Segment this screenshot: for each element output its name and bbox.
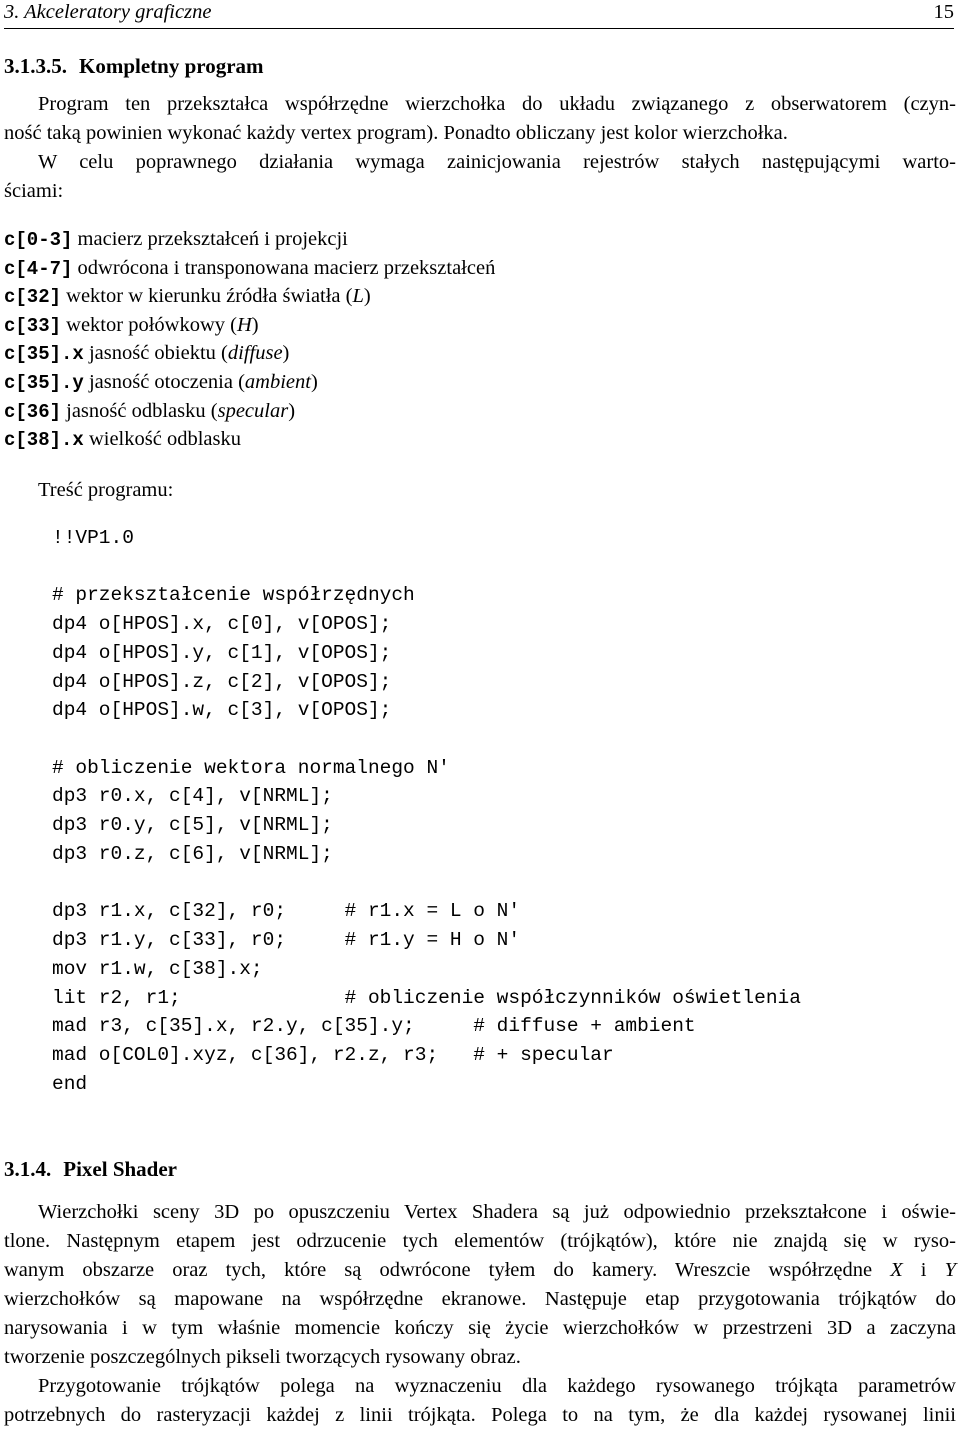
register-description-tail: )	[363, 285, 371, 308]
intro-line-4: ściami:	[4, 180, 64, 202]
code-line: end	[52, 1072, 88, 1095]
section-heading-complete-program	[4, 52, 264, 80]
para2-line-6: tworzenie poszczególnych pikseli tworzących rysowany obraz.	[4, 1346, 521, 1368]
section-title: Kompletny program	[79, 54, 264, 78]
section-title: Pixel Shader	[63, 1157, 177, 1181]
register-name: c[4-7]	[4, 257, 73, 280]
register-item	[4, 368, 318, 397]
para2-line-4: wierzchołków są mapowane na współrzędne ekranowe. Następuje etap przygotowania trójkątów do	[4, 1288, 956, 1310]
code-line: dp4 o[HPOS].y, c[1], v[OPOS];	[52, 641, 392, 664]
register-item	[4, 225, 348, 254]
page-header	[4, 0, 954, 29]
register-item	[4, 254, 495, 283]
para2-line-3-conj: i	[902, 1259, 945, 1281]
register-description-term: H	[236, 313, 252, 336]
code-line: dp3 r0.z, c[6], v[NRML];	[52, 842, 333, 865]
code-line: mov r1.w, c[38].x;	[52, 957, 263, 980]
register-description: jasność otoczenia (	[88, 371, 245, 393]
code-line: dp3 r1.x, c[32], r0; # r1.x = L o N′	[52, 900, 521, 923]
register-description: wektor połówkowy (	[66, 313, 237, 336]
code-line: dp3 r1.y, c[33], r0; # r1.y = H o N′	[52, 929, 521, 952]
para2-line-2: tlone. Następnym etapem jest odrzucenie tych elementów (trójkątów), które nie znajdą się w ryso-	[4, 1230, 956, 1252]
register-name: c[35].x	[4, 343, 84, 366]
register-name: c[35].y	[4, 372, 84, 394]
var-x: X	[890, 1259, 903, 1281]
register-item	[4, 311, 259, 340]
register-description-tail: )	[310, 371, 318, 393]
intro-line-1: Program ten przekształca współrzędne wierzchołka do układu związanego z obserwatorem (czyn-	[38, 93, 956, 115]
register-name: c[33]	[4, 314, 62, 337]
code-line: dp4 o[HPOS].w, c[3], v[OPOS];	[52, 699, 392, 722]
section-heading-pixel-shader	[4, 1155, 177, 1183]
code-line: mad r3, c[35].x, r2.y, c[35].y; # diffuse + ambient	[52, 1015, 696, 1038]
register-description: jasność odblasku (	[66, 399, 218, 422]
page-number: 15	[933, 1, 954, 23]
code-line: dp4 o[HPOS].x, c[0], v[OPOS];	[52, 613, 392, 636]
code-line: dp4 o[HPOS].z, c[2], v[OPOS];	[52, 670, 392, 693]
register-description-tail: )	[288, 399, 296, 422]
register-description: jasność obiektu (	[88, 342, 228, 365]
register-description-tail: )	[251, 313, 259, 336]
register-item	[4, 282, 371, 311]
program-label: Treść programu:	[38, 479, 174, 501]
code-line: !!VP1.0	[52, 527, 134, 549]
register-description-term: ambient	[244, 371, 311, 393]
register-description: odwrócona i transponowana macierz przekształceń	[77, 256, 496, 279]
para2-line-1: Wierzchołki sceny 3D po opuszczeniu Vertex Shadera są już odpowiednio przekształcone i oświe-	[38, 1201, 956, 1223]
register-name: c[0-3]	[4, 229, 73, 251]
para3-line-1: Przygotowanie trójkątów polega na wyznaczeniu dla każdego rysowanego trójkąta parametrów	[38, 1375, 956, 1397]
register-item	[4, 339, 289, 368]
var-y: Y	[944, 1259, 956, 1281]
code-line: dp3 r0.x, c[4], v[NRML];	[52, 785, 333, 808]
register-item	[4, 397, 295, 426]
code-line: dp3 r0.y, c[5], v[NRML];	[52, 814, 333, 837]
register-description: wektor w kierunku źródła światła (	[66, 285, 353, 308]
section-number: 3.1.4.	[4, 1157, 52, 1181]
register-description-term: diffuse	[227, 342, 283, 365]
intro-line-2: ność taką powinien wykonać każdy vertex program). Ponadto obliczany jest kolor wierzchołka.	[4, 122, 788, 144]
para2-line-3-text: wanym obszarze oraz tych, które są odwrócone tyłem do kamery. Wreszcie współrzędne	[4, 1259, 891, 1281]
register-description-term: L	[352, 285, 364, 308]
intro-line-3: W celu poprawnego działania wymaga zainicjowania rejestrów stałych następującymi warto-	[38, 151, 956, 173]
para2-line-3	[4, 1256, 956, 1284]
code-line: # przekształcenie współrzędnych	[52, 584, 415, 607]
para2-line-5: narysowania i w tym właśnie momencie kończy się życie wierzchołków w przestrzeni 3D a zaczyna	[4, 1317, 956, 1339]
register-name: c[38].x	[4, 429, 84, 452]
section-number: 3.1.3.5.	[4, 54, 67, 78]
code-line: lit r2, r1; # obliczenie współczynników oświetlenia	[52, 986, 801, 1009]
register-description: wielkość odblasku	[88, 428, 241, 451]
para3-line-2: potrzebnych do rasteryzacji każdej z linii trójkąta. Polega to na tym, że dla każdej rysowanej linii	[4, 1404, 956, 1426]
code-line: mad o[COL0].xyz, c[36], r2.z, r3; # + specular	[52, 1043, 614, 1066]
register-item	[4, 425, 241, 454]
chapter-title: 3. Akceleratory graficzne	[4, 1, 212, 23]
register-name: c[32]	[4, 286, 62, 309]
register-description-term: specular	[217, 399, 289, 422]
register-description: macierz przekształceń i projekcji	[77, 228, 348, 250]
code-line: # obliczenie wektora normalnego N′	[52, 756, 450, 779]
register-name: c[36]	[4, 400, 62, 423]
register-description-tail: )	[282, 342, 290, 365]
